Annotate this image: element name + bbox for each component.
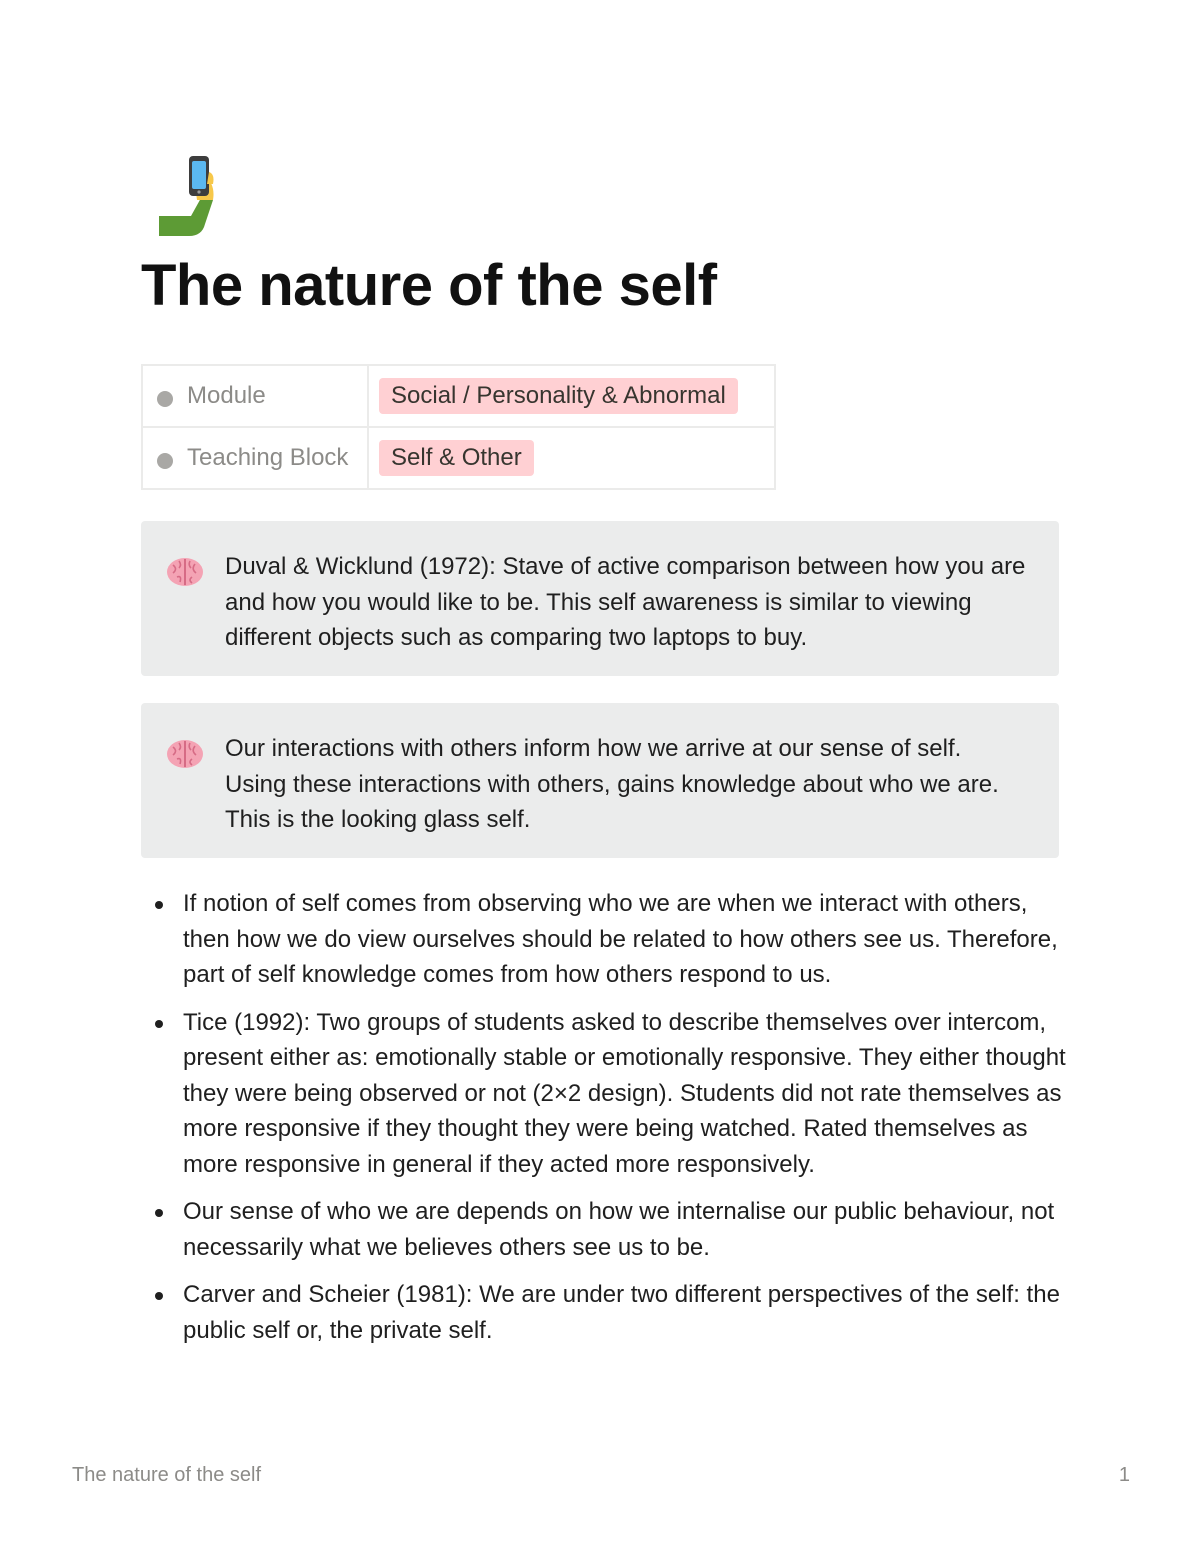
footer-title: The nature of the self xyxy=(72,1464,262,1486)
property-key-cell[interactable] xyxy=(142,427,368,489)
property-key-cell[interactable] xyxy=(142,365,368,427)
page-number: 1 xyxy=(1118,1464,1130,1486)
brain-icon xyxy=(165,555,205,589)
callout-block xyxy=(141,703,1059,858)
list-item xyxy=(141,1194,1071,1265)
teaching-block-tag[interactable]: Self & Other xyxy=(379,440,534,476)
bullet-list xyxy=(141,886,1071,1360)
select-property-icon xyxy=(157,453,173,469)
property-row-module xyxy=(142,365,775,427)
bullet-dot xyxy=(155,1292,163,1300)
bullet-dot xyxy=(155,901,163,909)
bullet-dot xyxy=(155,1209,163,1217)
callout-text: Our interactions with others inform how we arrive at our sense of self. Using these interactions with others, gains knowledge about who we are. This is the looking glass self. xyxy=(225,735,999,833)
list-item-text: If notion of self comes from observing who we are when we interact with others, then how we do view ourselves should be related to how others see us. Therefore, part of self knowledge comes from how others respond to us. xyxy=(183,890,1058,988)
bullet-dot xyxy=(155,1020,163,1028)
property-row-teaching-block xyxy=(142,427,775,489)
module-tag[interactable]: Social / Personality & Abnormal xyxy=(379,378,738,414)
brain-icon xyxy=(165,737,205,771)
list-item xyxy=(141,886,1071,993)
select-property-icon xyxy=(157,391,173,407)
property-label: Module xyxy=(187,382,266,409)
properties-table xyxy=(141,364,776,490)
list-item-text: Carver and Scheier (1981): We are under two different perspectives of the self: the public self or, the private self. xyxy=(183,1281,1060,1344)
callout-block xyxy=(141,521,1059,676)
callout-text: Duval & Wicklund (1972): Stave of active comparison between how you are and how you would like to be. This self awareness is similar to viewing different objects such as comparing two laptops to buy. xyxy=(225,553,1026,651)
property-label: Teaching Block xyxy=(187,444,349,471)
property-value-cell[interactable] xyxy=(368,365,775,427)
list-item-text: Our sense of who we are depends on how we internalise our public behaviour, not necessarily what we believes others see us to be. xyxy=(183,1198,1055,1261)
list-item xyxy=(141,1005,1071,1183)
property-value-cell[interactable] xyxy=(368,427,775,489)
page-title: The nature of the self xyxy=(141,253,717,318)
list-item xyxy=(141,1277,1071,1348)
list-item-text: Tice (1992): Two groups of students asked to describe themselves over intercom, present either as: emotionally stable or emotionally responsive. They either thought they were being observed or not (2×2 design). Students did not rate themselves as more responsive if they thought they were being watched. Rated themselves as more responsive in general if they acted more responsively. xyxy=(183,1008,1066,1178)
selfie-icon xyxy=(155,150,219,240)
page-icon xyxy=(155,150,219,240)
